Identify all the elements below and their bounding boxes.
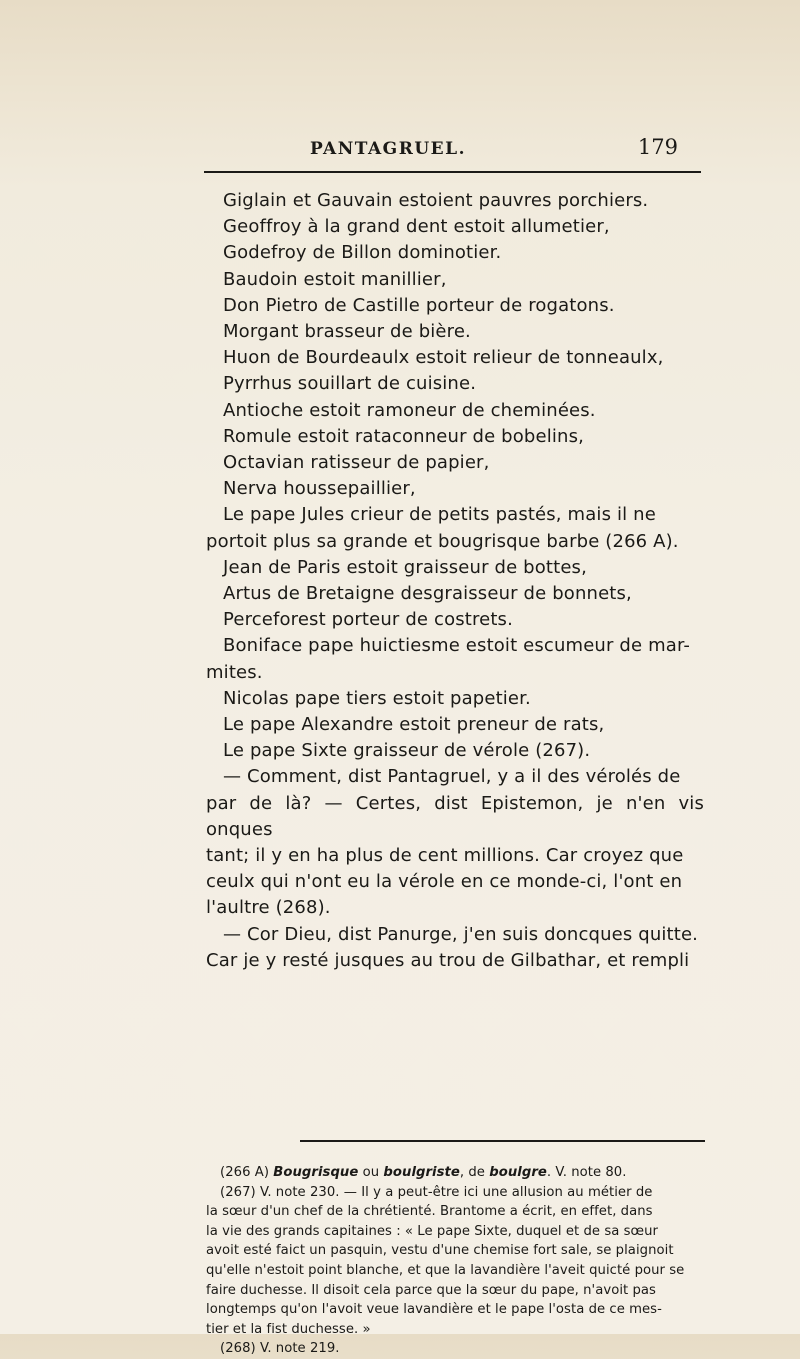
footnote-rule <box>300 1140 705 1142</box>
text-line: Godefroy de Billon dominotier. <box>223 242 502 264</box>
footnote-line: la sœur d'un chef de la chrétienté. Brantome a écrit, en effet, dans <box>206 1204 653 1220</box>
text-line: Boniface pape huictiesme estoit escumeur de mar- <box>223 635 690 657</box>
footnote-line: avoit esté faict un pasquin, vestu d'une chemise fort sale, se plaignoit <box>206 1243 674 1259</box>
text-line: l'aultre (268). <box>206 897 331 919</box>
text-line: tant; il y en ha plus de cent millions. Car croyez que <box>206 845 684 867</box>
text-line: Antioche estoit ramoneur de cheminées. <box>223 399 596 421</box>
page-number: 179 <box>637 135 678 159</box>
header-rule <box>204 171 701 173</box>
main-text <box>206 188 704 974</box>
text-line: portoit plus sa grande et bougrisque barbe (266 A). <box>206 530 679 552</box>
text-line: Baudoin estoit manillier, <box>223 268 447 290</box>
footnote-text: ou <box>362 1165 380 1180</box>
text-line: Jean de Paris estoit graisseur de bottes, <box>223 556 587 578</box>
footnote-line: longtemps qu'on l'avoit veue lavandière et le pape l'osta de ce mes- <box>206 1302 662 1318</box>
text-line: Nicolas pape tiers estoit papetier. <box>223 687 531 709</box>
text-line: Le pape Jules crieur de petits pastés, mais il ne <box>223 504 656 526</box>
text-line: mites. <box>206 661 263 683</box>
footnote-line: la vie des grands capitaines : « Le pape Sixte, duquel et de sa sœur <box>206 1223 658 1239</box>
footnote-268: (268) V. note 219. <box>220 1341 340 1357</box>
text-line: Perceforest porteur de costrets. <box>223 609 513 631</box>
footnote-line: (267) V. note 230. — Il y a peut-être ici une allusion au métier de <box>220 1184 653 1200</box>
text-line: Huon de Bourdeaulx estoit relieur de tonneaulx, <box>223 347 664 369</box>
footnote-line: tier et la fist duchesse. » <box>206 1321 371 1337</box>
page-header <box>230 135 700 167</box>
footnote-line: qu'elle n'estoit point blanche, et que la lavandière l'aveit quicté pour se <box>206 1262 685 1278</box>
footnote-line: faire duchesse. Il disoit cela parce que la sœur du pape, n'avoit pas <box>206 1282 656 1298</box>
text-line: Le pape Alexandre estoit preneur de rats, <box>223 714 605 736</box>
text-line: Le pape Sixte graisseur de vérole (267). <box>223 740 591 762</box>
text-line: Artus de Bretaigne desgraisseur de bonnets, <box>223 583 632 605</box>
running-title: PANTAGRUEL. <box>310 139 466 159</box>
footnote-term: Bougrisque <box>273 1165 359 1180</box>
text-line: Romule estoit rataconneur de bobelins, <box>223 425 584 447</box>
text-line: — Comment, dist Pantagruel, y a il des vérolés de <box>223 766 681 788</box>
footnote-term: boulgre <box>489 1165 547 1180</box>
text-line: Giglain et Gauvain estoient pauvres porchiers. <box>223 190 649 211</box>
footnote-term: boulgriste <box>383 1165 460 1180</box>
text-line: Pyrrhus souillart de cuisine. <box>223 373 477 395</box>
footnote-number: (266 A) <box>220 1165 270 1180</box>
footnote-text: de <box>468 1165 485 1180</box>
text-line: par de là? — Certes, dist Epistemon, je n'en vis onques <box>206 792 704 840</box>
text-line: Morgant brasseur de bière. <box>223 321 471 343</box>
text-line: Don Pietro de Castille porteur de rogatons. <box>223 294 615 316</box>
footnote-266: (266 A) Bougrisque ou boulgriste, de boulgre. V. note 80. <box>220 1165 627 1180</box>
footnote-text: . V. note 80. <box>546 1165 627 1180</box>
text-line: Car je y resté jusques au trou de Gilbathar, et rempli <box>206 949 690 971</box>
text-line: — Cor Dieu, dist Panurge, j'en suis doncques quitte. <box>223 923 699 945</box>
text-line: Octavian ratisseur de papier, <box>223 452 490 474</box>
footnotes <box>206 1163 706 1359</box>
text-line: ceulx qui n'ont eu la vérole en ce monde-ci, l'ont en <box>206 871 683 893</box>
text-line: Nerva houssepaillier, <box>223 478 416 500</box>
text-line: Geoffroy à la grand dent estoit allumetier, <box>223 216 610 238</box>
